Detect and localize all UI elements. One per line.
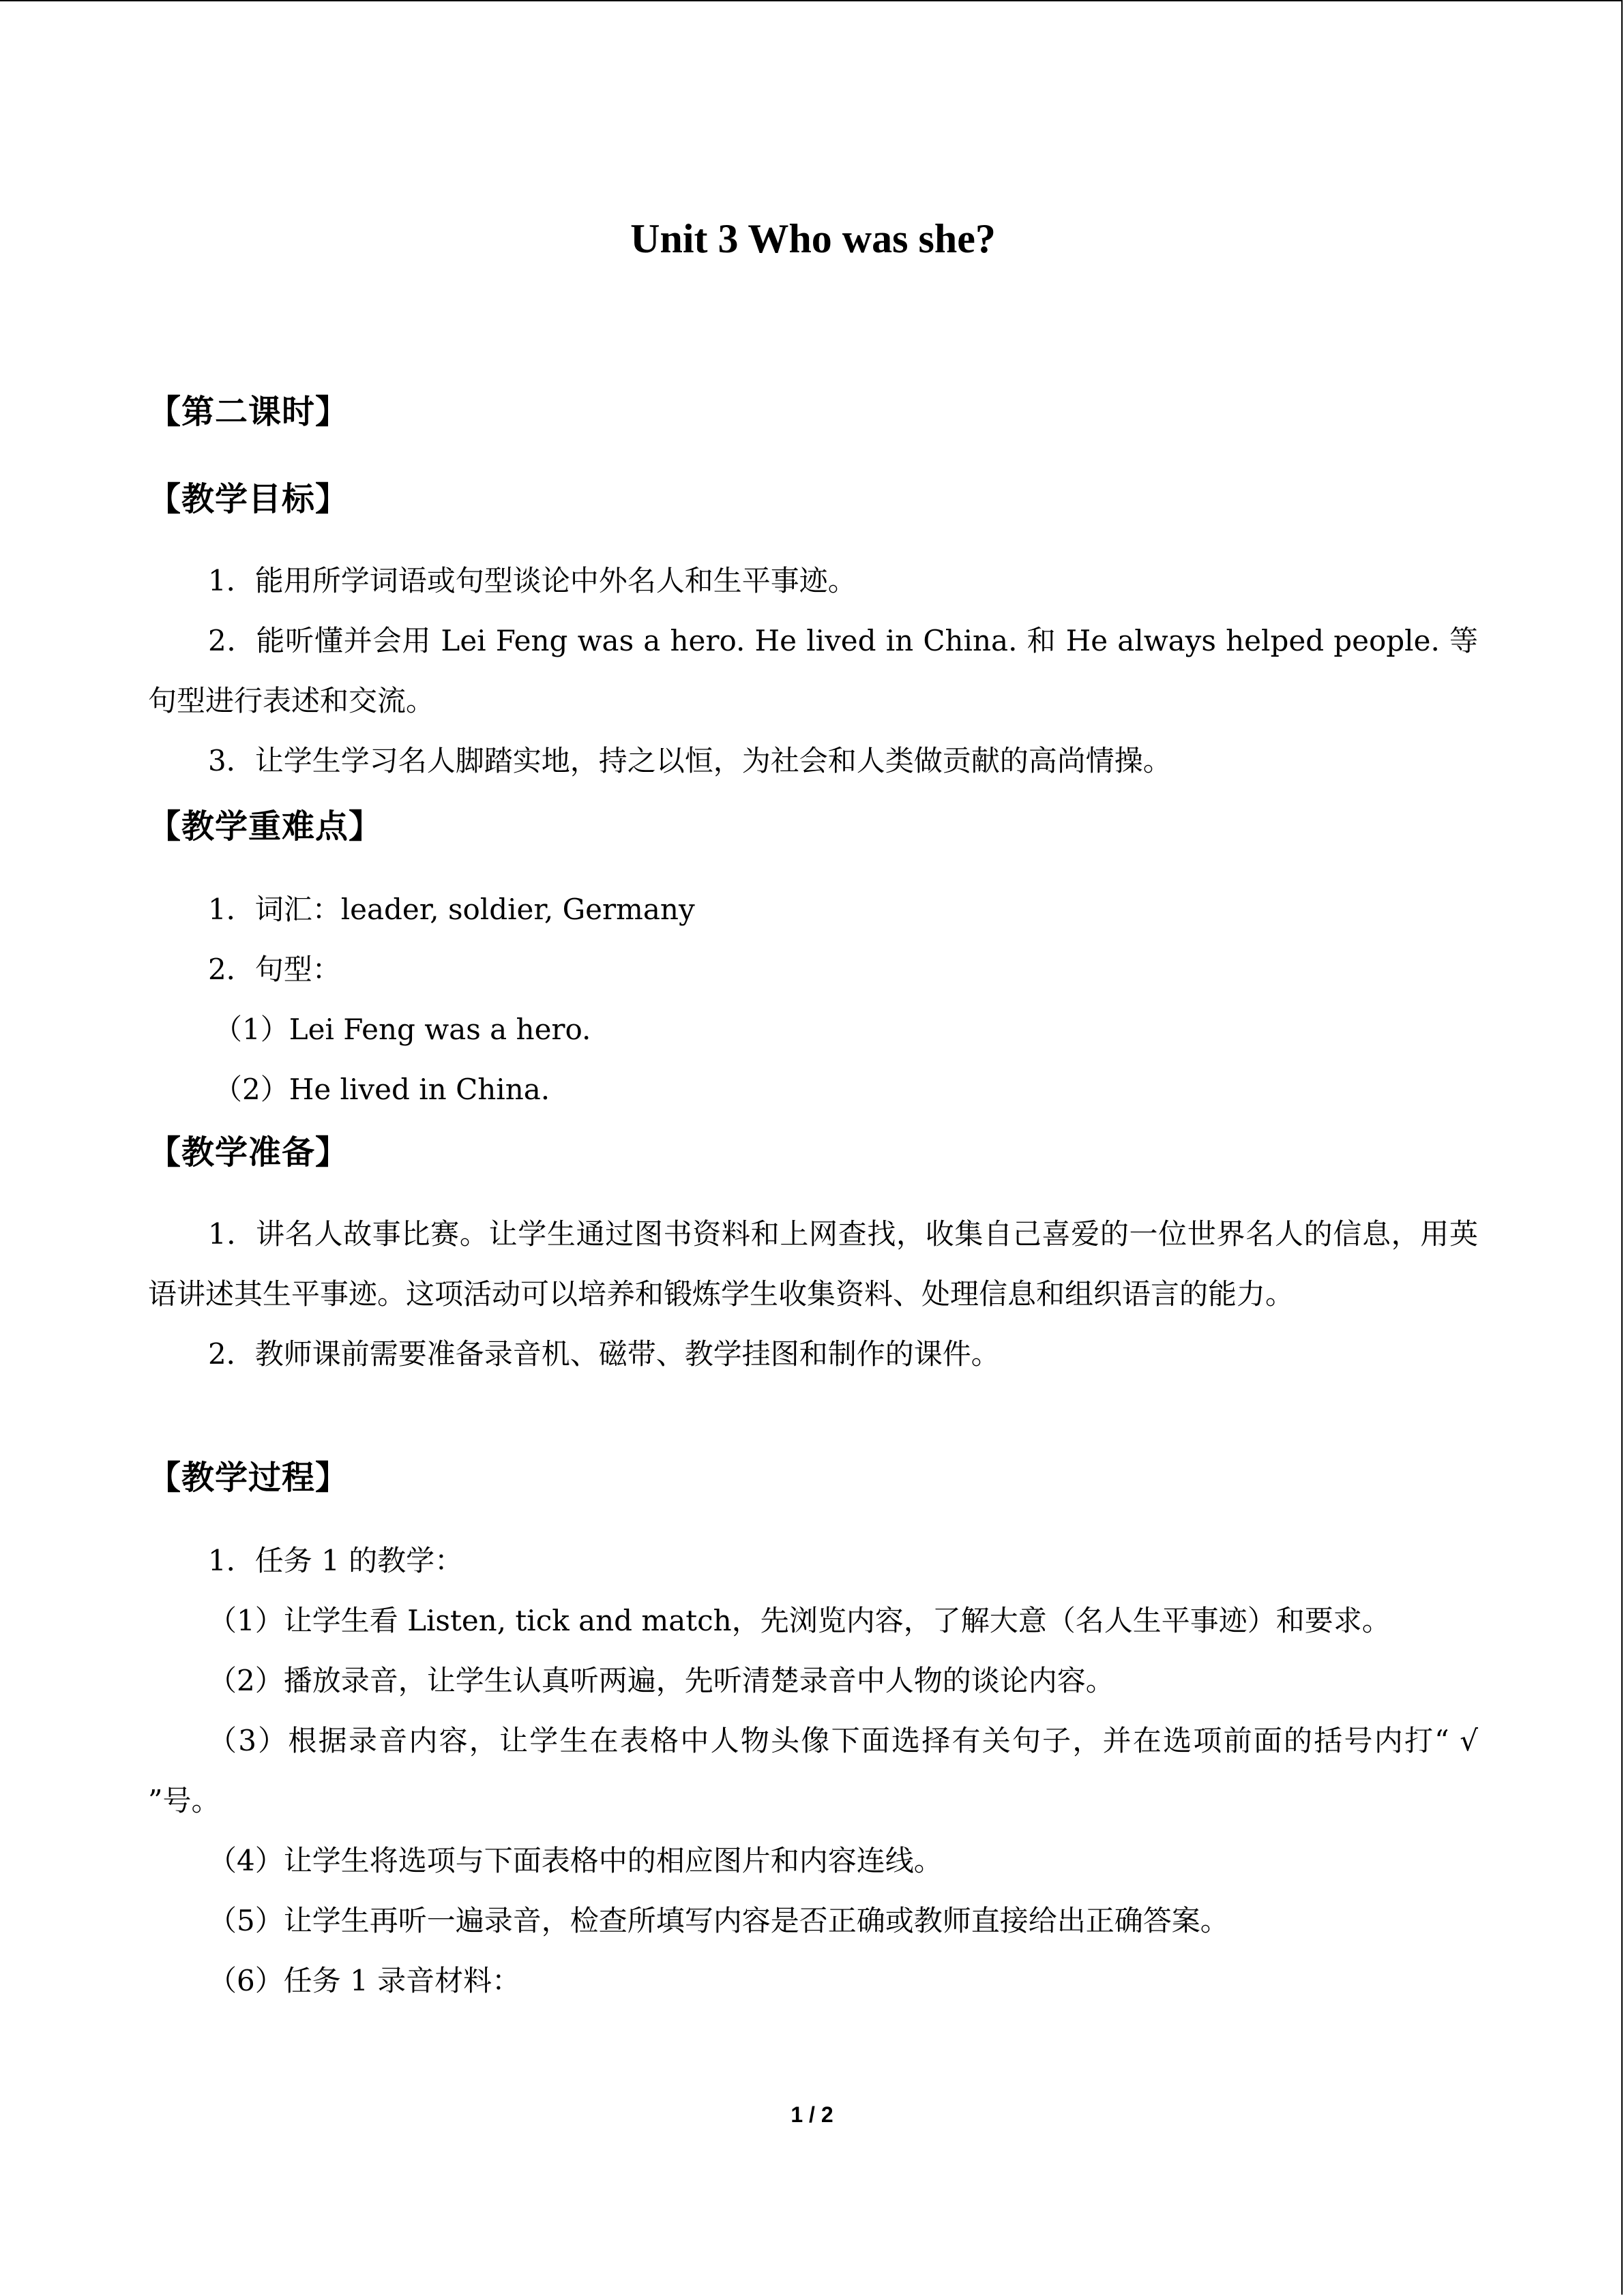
objectives-heading-block [148, 477, 1478, 521]
document-title: Unit 3 Who was she? [630, 216, 996, 261]
objectives-list [148, 551, 1478, 791]
preparation-list [148, 1204, 1478, 1384]
objective-item: 1．能用所学词语或句型谈论中外名人和生平事迹。 [208, 564, 857, 597]
process-list [148, 1531, 1478, 2011]
page-number: 1 / 2 [791, 2102, 833, 2127]
process-item: （1）让学生看 Listen, tick and match，先浏览内容，了解大意（名人生平事迹）和要求。 [208, 1604, 1391, 1637]
lesson-label-block [148, 390, 1478, 434]
process-item: （5）让学生再听一遍录音，检查所填写内容是否正确或教师直接给出正确答案。 [208, 1904, 1229, 1937]
key-point-item: （2）He lived in China. [213, 1073, 550, 1106]
process-heading-block [148, 1456, 1478, 1500]
objectives-heading: 【教学目标】 [148, 480, 349, 518]
key-point-item: 1．词汇：leader, soldier, Germany [208, 893, 695, 926]
key-point-item: （1）Lei Feng was a hero. [213, 1013, 591, 1046]
preparation-item: 2．教师课前需要准备录音机、磁带、教学挂图和制作的课件。 [208, 1337, 1000, 1371]
process-item: 1．任务 1 的教学： [208, 1544, 464, 1577]
objective-item: 3．让学生学习名人脚踏实地，持之以恒，为社会和人类做贡献的高尚情操。 [208, 744, 1172, 777]
process-item: （3）根据录音内容，让学生在表格中人物头像下面选择有关句子，并在选项前面的括号内打“ √ ”号。 [148, 1724, 1478, 1817]
process-item: （4）让学生将选项与下面表格中的相应图片和内容连线。 [208, 1844, 943, 1877]
preparation-heading: 【教学准备】 [148, 1133, 349, 1172]
objective-item: 2．能听懂并会用 Lei Feng was a hero. He lived in China. 和 He always helped people. 等句型进行表述和交流。 [148, 624, 1478, 717]
key-points-heading-block [148, 805, 1478, 848]
key-points-heading: 【教学重难点】 [148, 807, 383, 846]
preparation-item: 1．讲名人故事比赛。让学生通过图书资料和上网查找，收集自己喜爱的一位世界名人的信息，用英语讲述其生平事迹。这项活动可以培养和锻炼学生收集资料、处理信息和组织语言的能力。 [148, 1217, 1478, 1311]
preparation-heading-block [148, 1131, 1478, 1174]
process-heading: 【教学过程】 [148, 1459, 349, 1497]
process-item: （6）任务 1 录音材料： [208, 1964, 521, 1997]
process-item: （2）播放录音，让学生认真听两遍，先听清楚录音中人物的谈论内容。 [208, 1664, 1114, 1697]
lesson-label: 【第二课时】 [148, 393, 349, 431]
key-points-list [148, 880, 1478, 1120]
key-point-item: 2．句型： [208, 953, 341, 986]
